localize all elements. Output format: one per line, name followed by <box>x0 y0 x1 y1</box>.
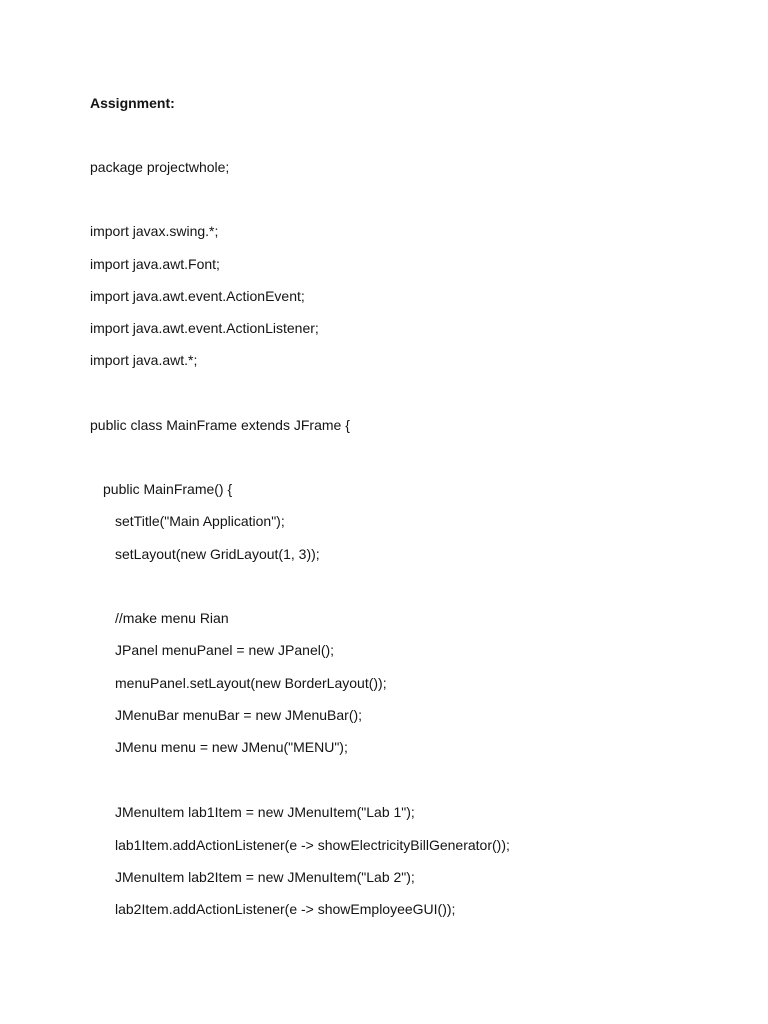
code-line: setTitle("Main Application"); <box>115 513 285 529</box>
code-comment: //make menu Rian <box>115 610 229 626</box>
code-line: JMenuBar menuBar = new JMenuBar(); <box>115 707 363 723</box>
code-line: lab2Item.addActionListener(e -> showEmployeeGUI()); <box>115 901 456 917</box>
code-line: import java.awt.event.ActionEvent; <box>90 288 305 304</box>
code-line: JMenuItem lab1Item = new JMenuItem("Lab 1"); <box>115 804 415 820</box>
code-line: lab1Item.addActionListener(e -> showElectricityBillGenerator()); <box>115 837 510 853</box>
document-heading: Assignment: <box>90 95 175 111</box>
code-line: package projectwhole; <box>90 159 230 175</box>
code-line: public class MainFrame extends JFrame { <box>90 417 350 433</box>
code-line: import java.awt.Font; <box>90 256 220 272</box>
code-line: import javax.swing.*; <box>90 223 219 239</box>
code-line: import java.awt.*; <box>90 352 198 368</box>
code-line: public MainFrame() { <box>103 481 233 497</box>
code-line: JPanel menuPanel = new JPanel(); <box>115 642 335 658</box>
code-line: setLayout(new GridLayout(1, 3)); <box>115 546 320 562</box>
code-line: menuPanel.setLayout(new BorderLayout()); <box>115 675 387 691</box>
code-line: import java.awt.event.ActionListener; <box>90 320 319 336</box>
code-line: JMenuItem lab2Item = new JMenuItem("Lab 2"); <box>115 869 415 885</box>
code-line: JMenu menu = new JMenu("MENU"); <box>115 739 348 755</box>
